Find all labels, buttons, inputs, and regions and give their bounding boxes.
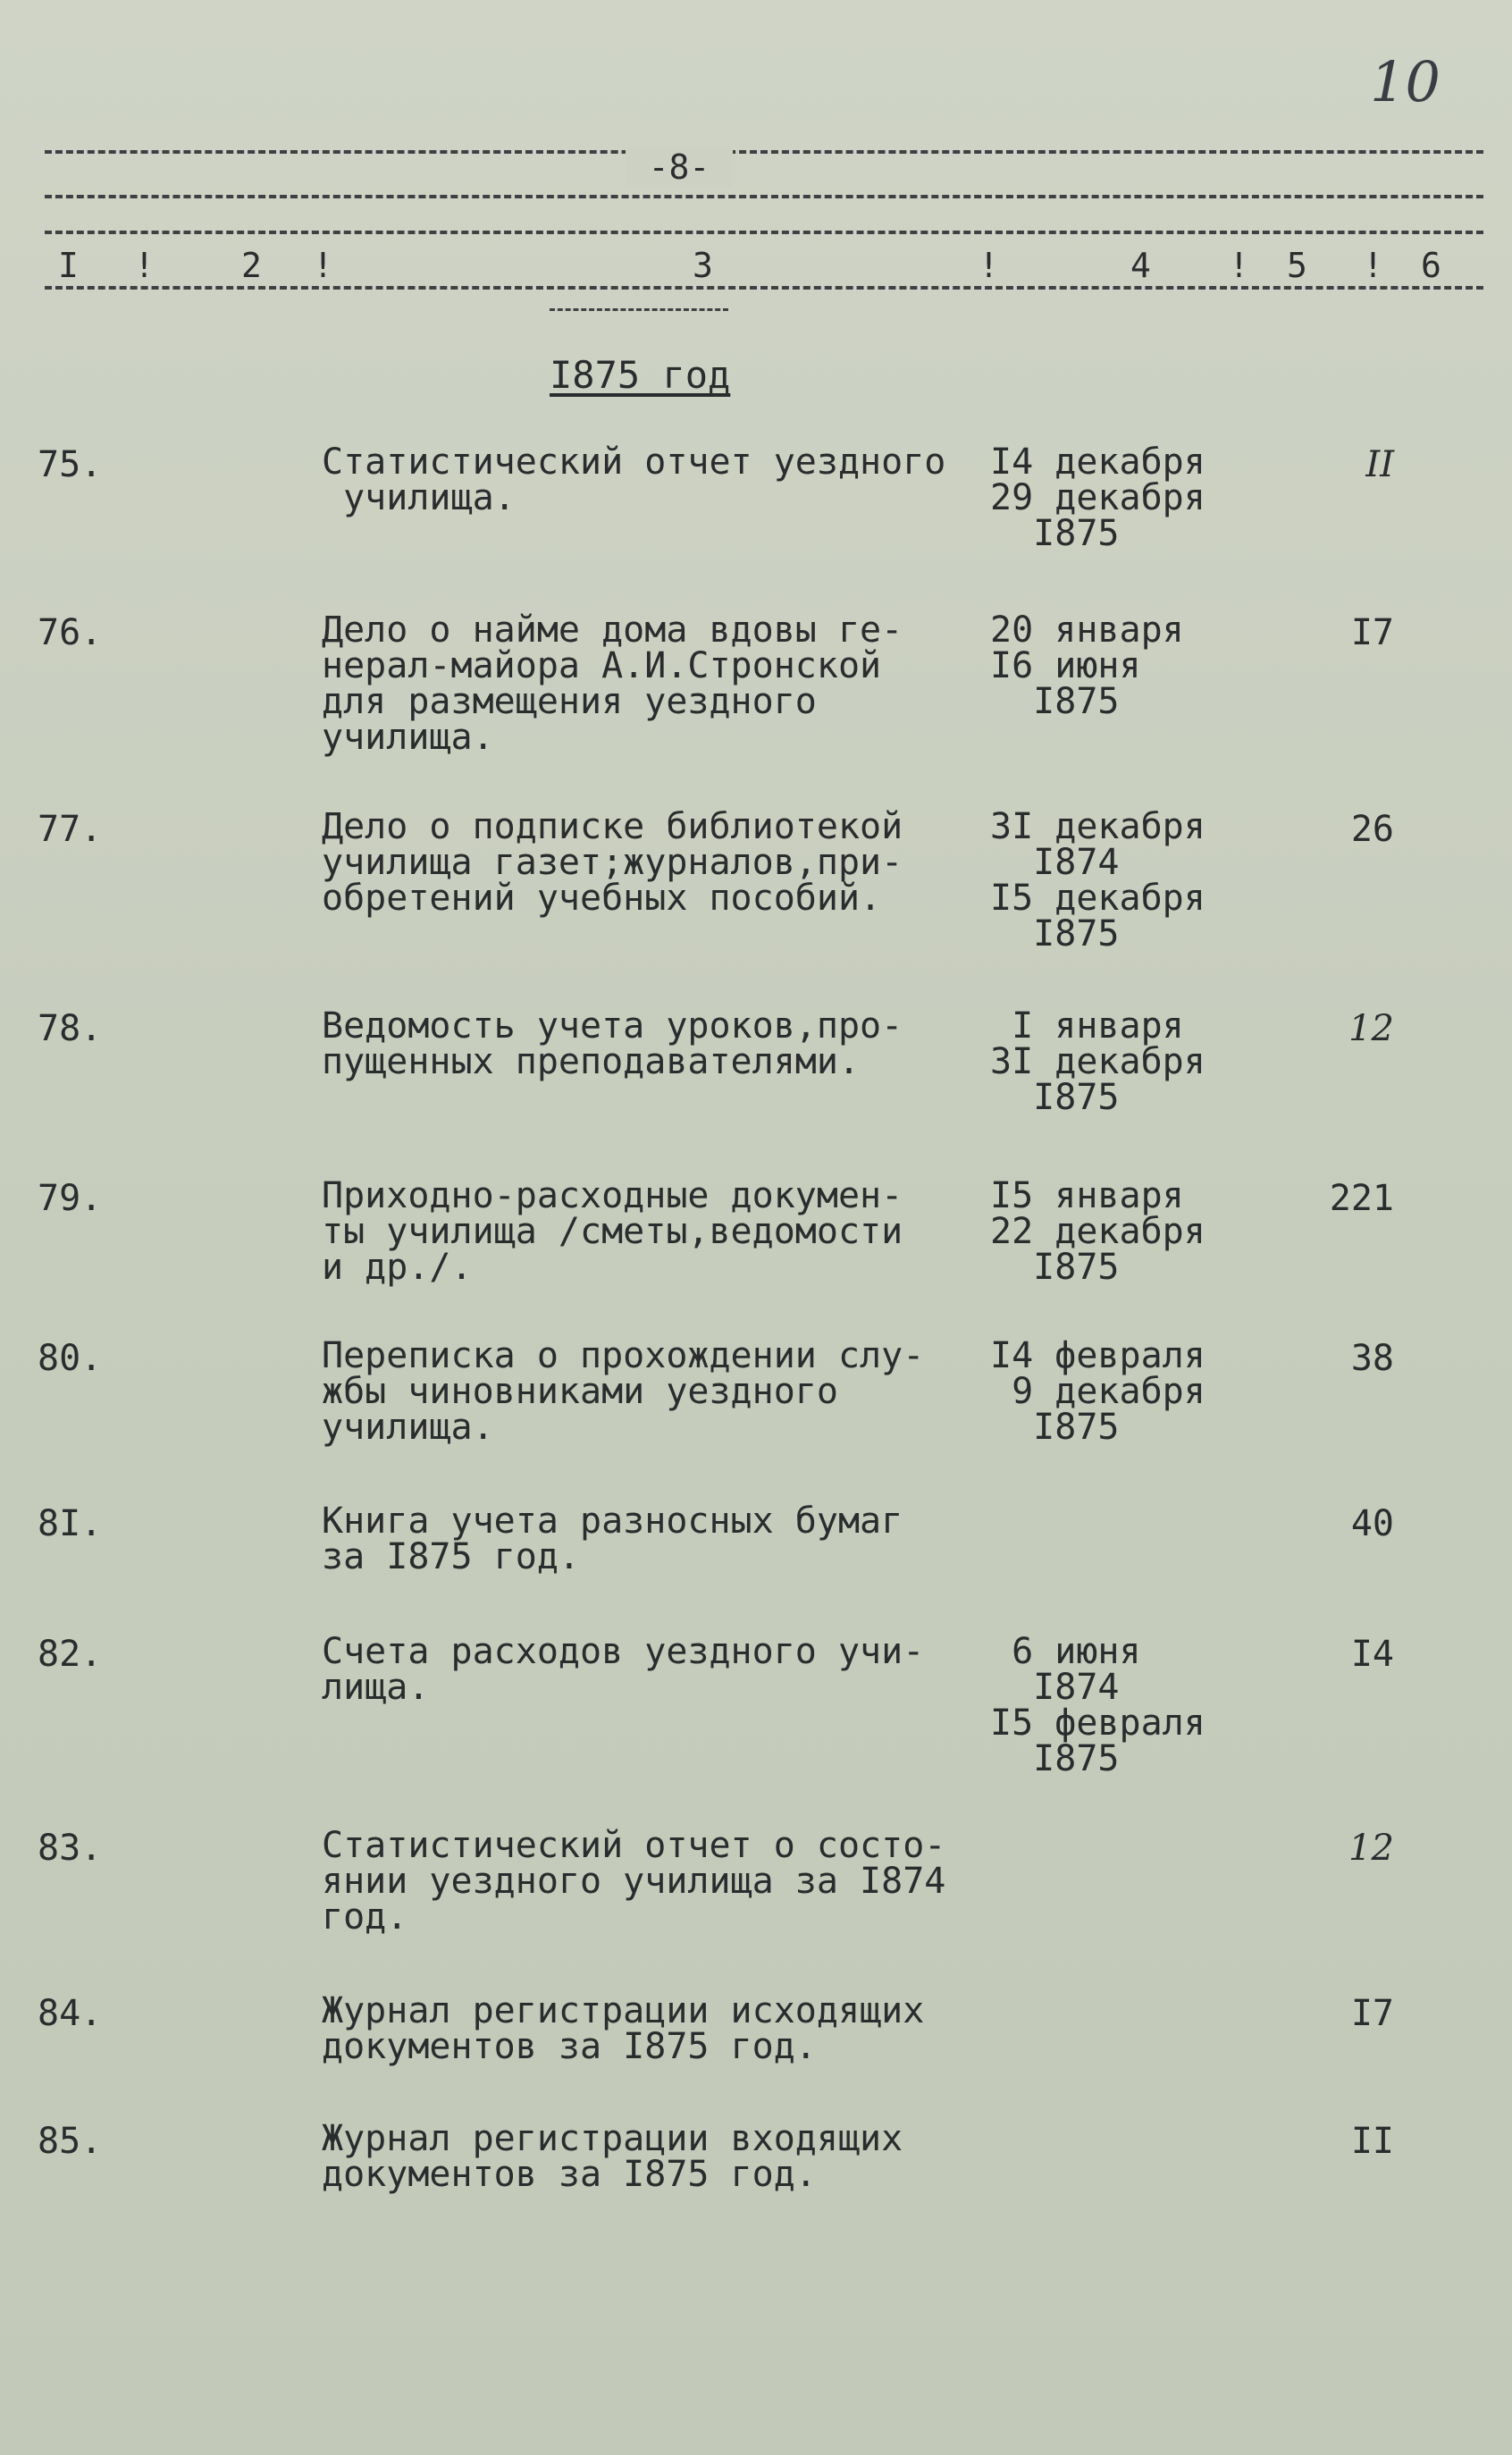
column-header-row [0, 246, 1512, 290]
dash-rule-2 [45, 195, 1483, 198]
entry-number: 76. [38, 612, 103, 653]
column-separator: ! [313, 246, 333, 285]
column-header-1: I [58, 246, 79, 285]
entry-title: Статистический отчет о состо- янии уездного училища за I874 год. [322, 1825, 946, 1938]
entry-number: 75. [38, 444, 103, 485]
entry-title: Переписка о прохождении слу- жбы чиновниками уездного училища. [322, 1335, 925, 1448]
entry-dates: I5 января 22 декабря I875 [990, 1175, 1205, 1288]
column-header-2: 2 [241, 246, 262, 285]
entry-title: Приходно-расходные докумен- ты училища /сметы,ведомости и др./. [322, 1175, 903, 1288]
entry-sheet-count: I7 [1350, 1993, 1394, 2034]
entry-sheet-count: I7 [1350, 612, 1394, 653]
column-separator: ! [134, 246, 155, 285]
entry-number: 82. [38, 1634, 103, 1675]
column-header-3: 3 [693, 246, 713, 285]
entry-number: 79. [38, 1178, 103, 1219]
column-separator: ! [1229, 246, 1249, 285]
entry-title: Ведомость учета уроков,про- пущенных преподавателями. [322, 1005, 903, 1082]
entry-number: 84. [38, 1993, 103, 2034]
entry-number: 83. [38, 1828, 103, 1869]
entry-sheet-count: 221 [1329, 1178, 1394, 1219]
entry-sheet-count: 26 [1350, 809, 1394, 850]
entry-number: 8I. [38, 1503, 103, 1544]
entry-dates: I января 3I декабря I875 [990, 1005, 1205, 1118]
dash-rule-1 [45, 150, 1483, 154]
entry-title: Журнал регистрации входящих документов за I875 год. [322, 2118, 903, 2195]
entry-sheet-count: 12 [1348, 1008, 1394, 1049]
column-separator: ! [979, 246, 999, 285]
dash-rule-3 [45, 231, 1483, 234]
folio-number: 10 [1370, 49, 1441, 114]
entry-dates: 3I декабря I874 I5 декабря I875 [990, 806, 1205, 954]
column-header-6: 6 [1421, 246, 1441, 285]
year-dash-rule [550, 308, 728, 311]
entry-dates: 20 января I6 июня I875 [990, 610, 1184, 722]
entry-title: Дело о подписке библиотекой училища газет;журналов,при- обретений учебных пособий. [322, 806, 903, 919]
entry-dates: 6 июня I874 I5 февраля I875 [990, 1631, 1205, 1779]
entry-sheet-count: 12 [1348, 1828, 1394, 1869]
entry-number: 78. [38, 1008, 103, 1049]
entry-sheet-count: I4 [1350, 1634, 1394, 1675]
entry-number: 77. [38, 809, 103, 850]
entry-sheet-count: 40 [1350, 1503, 1394, 1544]
column-separator: ! [1363, 246, 1383, 285]
entry-sheet-count: II [1350, 2121, 1394, 2162]
year-heading: I875 год [550, 353, 731, 397]
entry-number: 85. [38, 2121, 103, 2162]
column-header-4: 4 [1130, 246, 1151, 285]
page-number: -8- [626, 147, 733, 187]
entry-sheet-count: 38 [1350, 1338, 1394, 1379]
entry-title: Дело о найме дома вдовы ге- нерал-майора А.И.Стронской для размещения уездного училища. [322, 610, 903, 758]
column-header-5: 5 [1287, 246, 1307, 285]
entry-title: Книга учета разносных бумаг за I875 год. [322, 1501, 903, 1577]
entry-sheet-count: II [1365, 444, 1394, 485]
entry-dates: I4 февраля 9 декабря I875 [990, 1335, 1205, 1448]
entry-title: Журнал регистрации исходящих документов за I875 год. [322, 1990, 925, 2067]
entry-number: 80. [38, 1338, 103, 1379]
entry-title: Статистический отчет уездного училища. [322, 441, 946, 518]
entry-title: Счета расходов уездного учи- лища. [322, 1631, 925, 1708]
entry-dates: I4 декабря 29 декабря I875 [990, 441, 1205, 554]
